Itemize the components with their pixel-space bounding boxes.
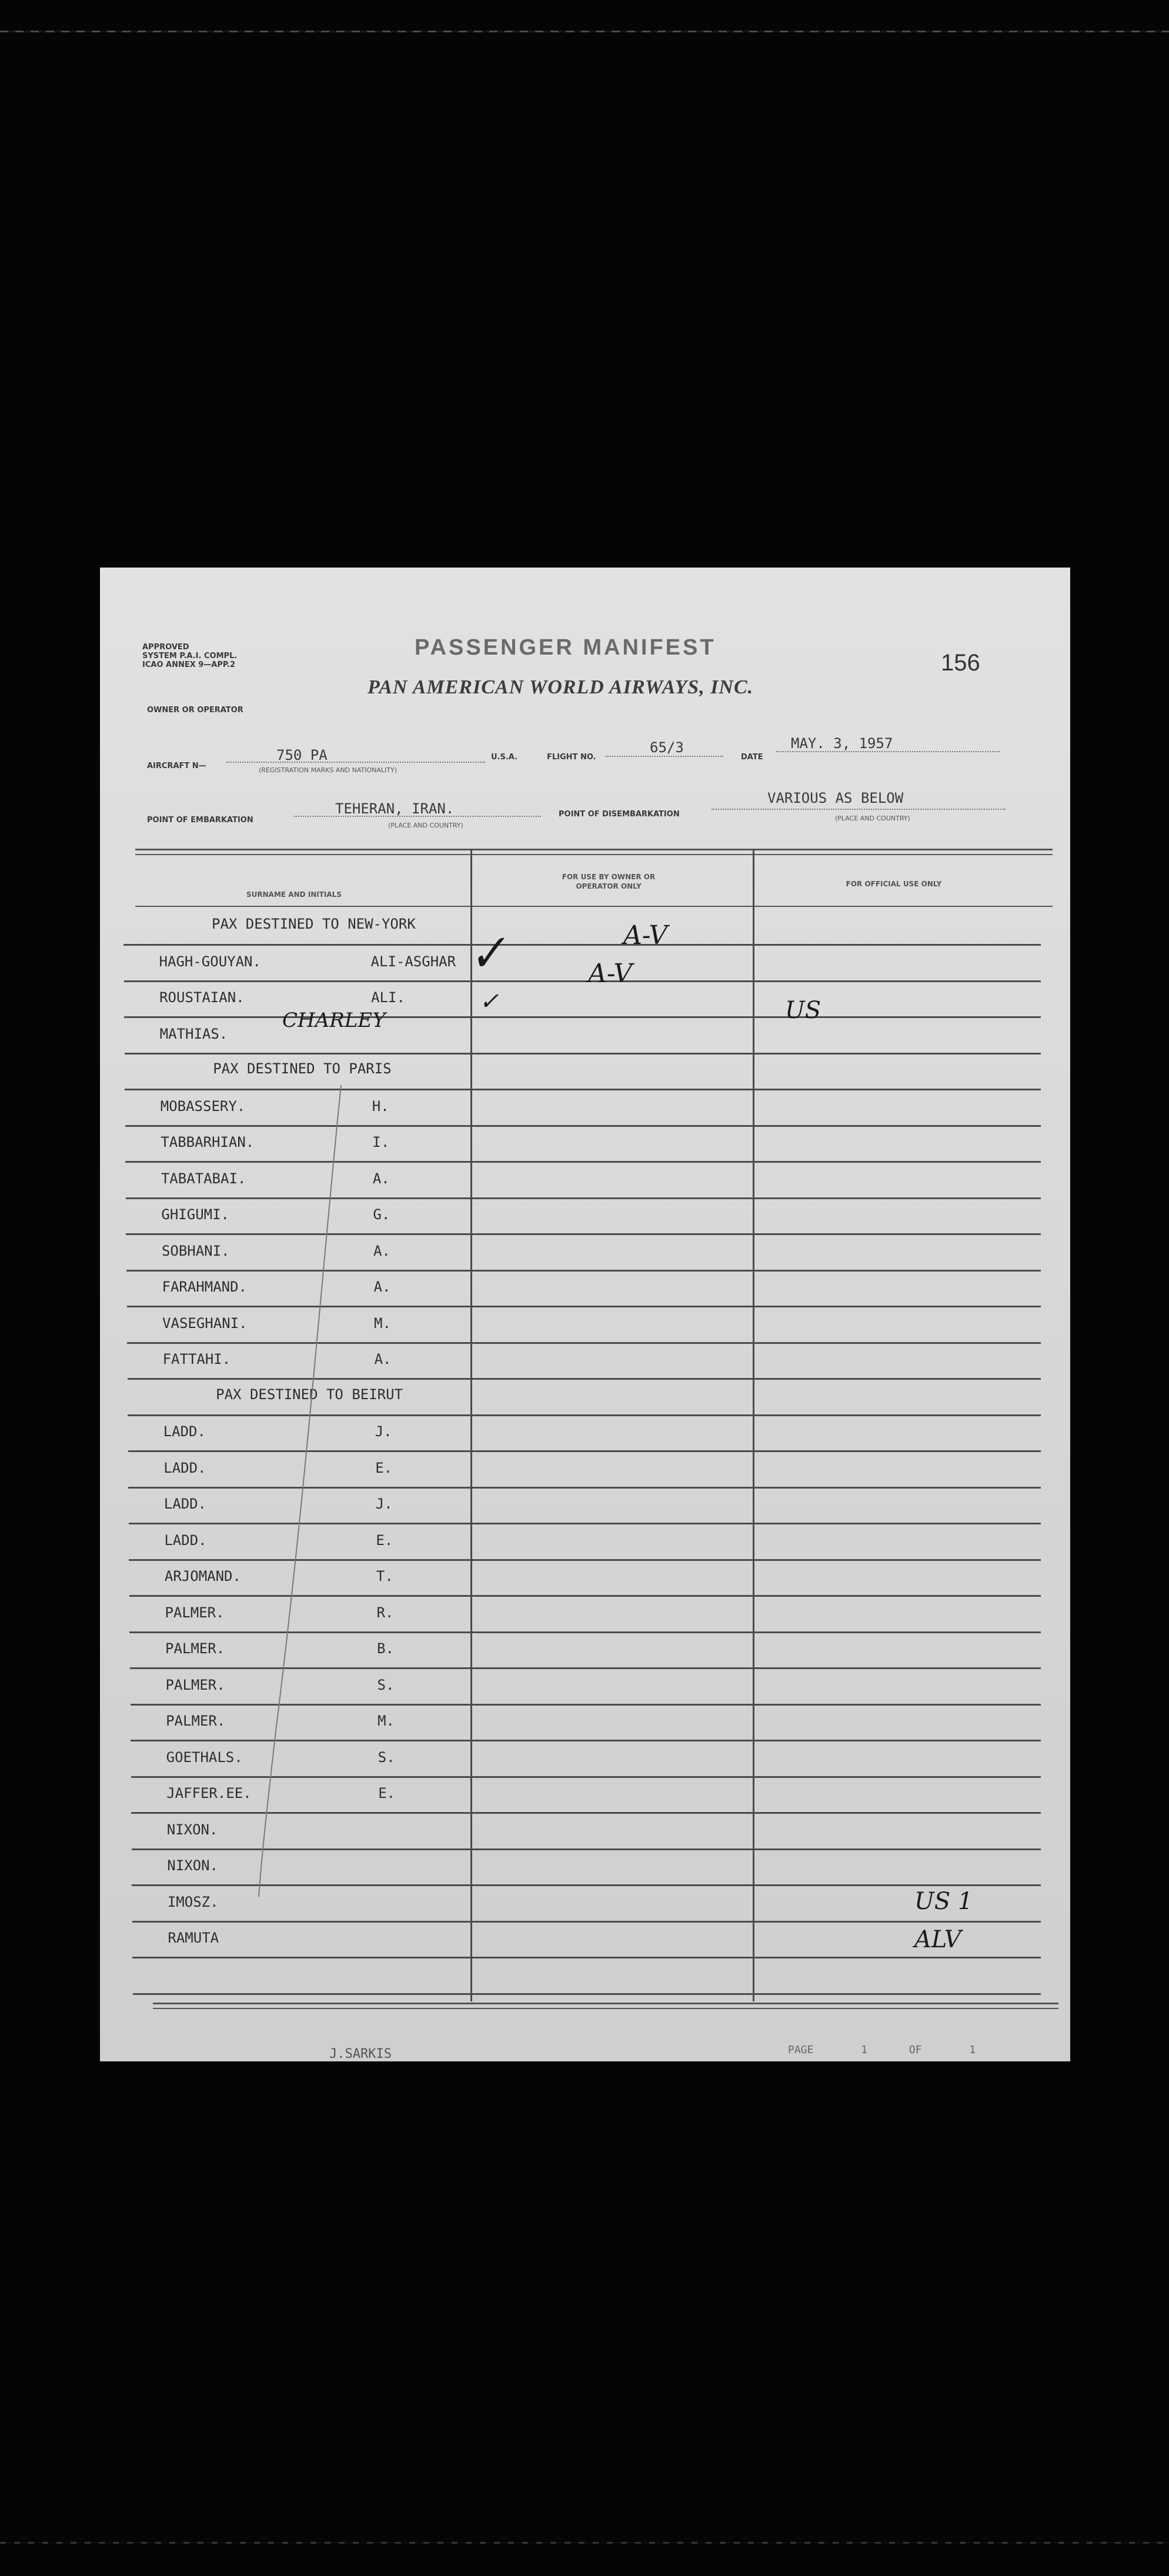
passenger-initials: E. xyxy=(375,1459,393,1476)
scan-edge-top xyxy=(0,31,1169,32)
handwritten-alv: ALV xyxy=(914,1926,961,1953)
passenger-surname: PALMER. xyxy=(165,1604,225,1621)
passenger-surname: TABATABAI. xyxy=(161,1170,246,1187)
passenger-initials: J. xyxy=(375,1423,392,1440)
document-title: PASSENGER MANIFEST xyxy=(415,635,716,660)
aircraft-sublabel: (REGISTRATION MARKS AND NATIONALITY) xyxy=(259,766,398,774)
approval-line: ICAO ANNEX 9—APP.2 xyxy=(142,660,236,669)
usa-label: U.S.A. xyxy=(491,753,518,762)
date-value: MAY. 3, 1957 xyxy=(791,735,893,752)
passenger-surname: GHIGUMI. xyxy=(161,1206,229,1223)
passenger-surname: HAGH-GOUYAN. xyxy=(159,953,261,970)
passenger-surname: LADD. xyxy=(163,1459,206,1476)
page-stamp-number: 156 xyxy=(941,650,980,676)
passenger-surname: NIXON. xyxy=(166,1821,218,1838)
of-label: OF xyxy=(909,2044,922,2056)
flight-label: FLIGHT NO. xyxy=(547,753,596,762)
passenger-initials: G. xyxy=(373,1206,390,1223)
passenger-surname: PALMER. xyxy=(165,1640,225,1657)
scan-edge-bottom xyxy=(0,2542,1169,2544)
table-row xyxy=(133,1958,1041,1995)
passenger-initials: E. xyxy=(376,1531,393,1549)
passenger-surname: FARAHMAND. xyxy=(162,1279,247,1295)
handwritten-us-1: US 1 xyxy=(914,1888,973,1915)
passenger-initials: A. xyxy=(373,1242,390,1259)
table-row xyxy=(124,945,1041,982)
passenger-surname: IMOSZ. xyxy=(167,1893,219,1910)
table-row xyxy=(125,1017,1041,1055)
embarkation-label: POINT OF EMBARKATION xyxy=(147,816,253,825)
passenger-initials: H. xyxy=(372,1097,389,1115)
aircraft-label: AIRCRAFT N— xyxy=(147,762,206,770)
passenger-list xyxy=(100,568,1070,2061)
passenger-initials: A. xyxy=(374,1351,392,1367)
embarkation-sublabel: (PLACE AND COUNTRY) xyxy=(388,822,463,829)
signature-text: J.SARKIS xyxy=(329,2047,392,2061)
passenger-initials: S. xyxy=(378,1749,395,1766)
page-value: 1 xyxy=(861,2044,868,2056)
passenger-initials: R. xyxy=(376,1604,394,1621)
passenger-surname: LADD. xyxy=(163,1423,206,1440)
passenger-initials: B. xyxy=(377,1640,394,1657)
passenger-initials: I. xyxy=(372,1134,390,1150)
table-bottom-rule xyxy=(153,2008,1058,2009)
approval-line: SYSTEM P.A.I. COMPL. xyxy=(142,652,238,660)
column-header-owner-use: FOR USE BY OWNER OR OPERATOR ONLY xyxy=(562,873,656,890)
pencil-stroke xyxy=(253,1079,359,1903)
passenger-surname: MATHIAS. xyxy=(159,1025,228,1042)
passenger-surname: TABBARHIAN. xyxy=(161,1134,255,1150)
passenger-initials: A. xyxy=(373,1279,391,1295)
section-heading: PAX DESTINED TO BEIRUT xyxy=(216,1386,403,1403)
aircraft-value: 750 PA xyxy=(276,747,328,763)
embarkation-value: TEHERAN, IRAN. xyxy=(335,800,455,817)
passenger-initials: J. xyxy=(375,1496,393,1512)
passenger-initials: ALI. xyxy=(371,989,405,1006)
passenger-surname: SOBHANI. xyxy=(161,1242,230,1259)
check-mark-icon: ✓ xyxy=(479,988,499,1015)
approval-line: APPROVED xyxy=(142,643,189,652)
column-header-official-use: FOR OFFICIAL USE ONLY xyxy=(846,880,942,888)
section-row xyxy=(123,909,1041,946)
company-name: PAN AMERICAN WORLD AIRWAYS, INC. xyxy=(368,676,754,698)
passenger-initials: S. xyxy=(377,1676,395,1693)
passenger-initials: A. xyxy=(372,1170,390,1187)
passenger-surname: VASEGHANI. xyxy=(162,1314,248,1332)
passenger-initials: T. xyxy=(376,1568,393,1584)
passenger-surname: MOBASSERY. xyxy=(160,1097,246,1115)
of-value: 1 xyxy=(969,2044,976,2056)
section-heading: PAX DESTINED TO NEW-YORK xyxy=(212,916,416,932)
passenger-surname: FATTAHI. xyxy=(162,1351,231,1367)
passenger-surname: LADD. xyxy=(163,1496,207,1512)
passenger-surname: NIXON. xyxy=(167,1857,218,1874)
passenger-initials: ALI-ASGHAR xyxy=(370,953,456,970)
table-bottom-rule xyxy=(153,2003,1058,2004)
passenger-initials: M. xyxy=(374,1314,391,1332)
passenger-surname: LADD. xyxy=(164,1531,207,1549)
flight-value: 65/3 xyxy=(650,739,684,756)
table-row xyxy=(132,1921,1041,1958)
section-heading: PAX DESTINED TO PARIS xyxy=(213,1060,392,1077)
passenger-surname: JAFFER.EE. xyxy=(166,1785,252,1801)
disembarkation-value: VARIOUS AS BELOW xyxy=(767,790,904,806)
handwritten-a-v: A-V xyxy=(623,920,668,950)
manifest-sheet xyxy=(100,568,1070,2061)
disembarkation-sublabel: (PLACE AND COUNTRY) xyxy=(835,815,910,822)
page-counter xyxy=(788,2044,976,2056)
page-label: PAGE xyxy=(788,2044,814,2056)
handwritten-us: US xyxy=(785,997,821,1024)
handwritten-a-v: A-V xyxy=(588,959,633,989)
passenger-surname: ROUSTAIAN. xyxy=(159,989,245,1006)
check-mark-icon: ✓ xyxy=(463,923,511,984)
date-label: DATE xyxy=(741,753,763,762)
passenger-surname: PALMER. xyxy=(165,1676,225,1693)
table-row xyxy=(124,981,1041,1018)
passenger-initials: M. xyxy=(378,1713,395,1729)
pencil-stroke-path xyxy=(259,1085,341,1897)
passenger-initials: E. xyxy=(378,1785,396,1801)
passenger-surname: GOETHALS. xyxy=(166,1749,243,1766)
passenger-surname: PALMER. xyxy=(166,1713,226,1729)
passenger-surname: RAMUTA xyxy=(168,1930,219,1946)
passenger-surname: ARJOMAND. xyxy=(164,1568,241,1584)
owner-label: OWNER OR OPERATOR xyxy=(147,706,243,715)
column-header-surname: SURNAME AND INITIALS xyxy=(246,890,342,899)
disembarkation-label: POINT OF DISEMBARKATION xyxy=(559,810,680,819)
handwritten-first-name: CHARLEY xyxy=(282,1009,386,1032)
